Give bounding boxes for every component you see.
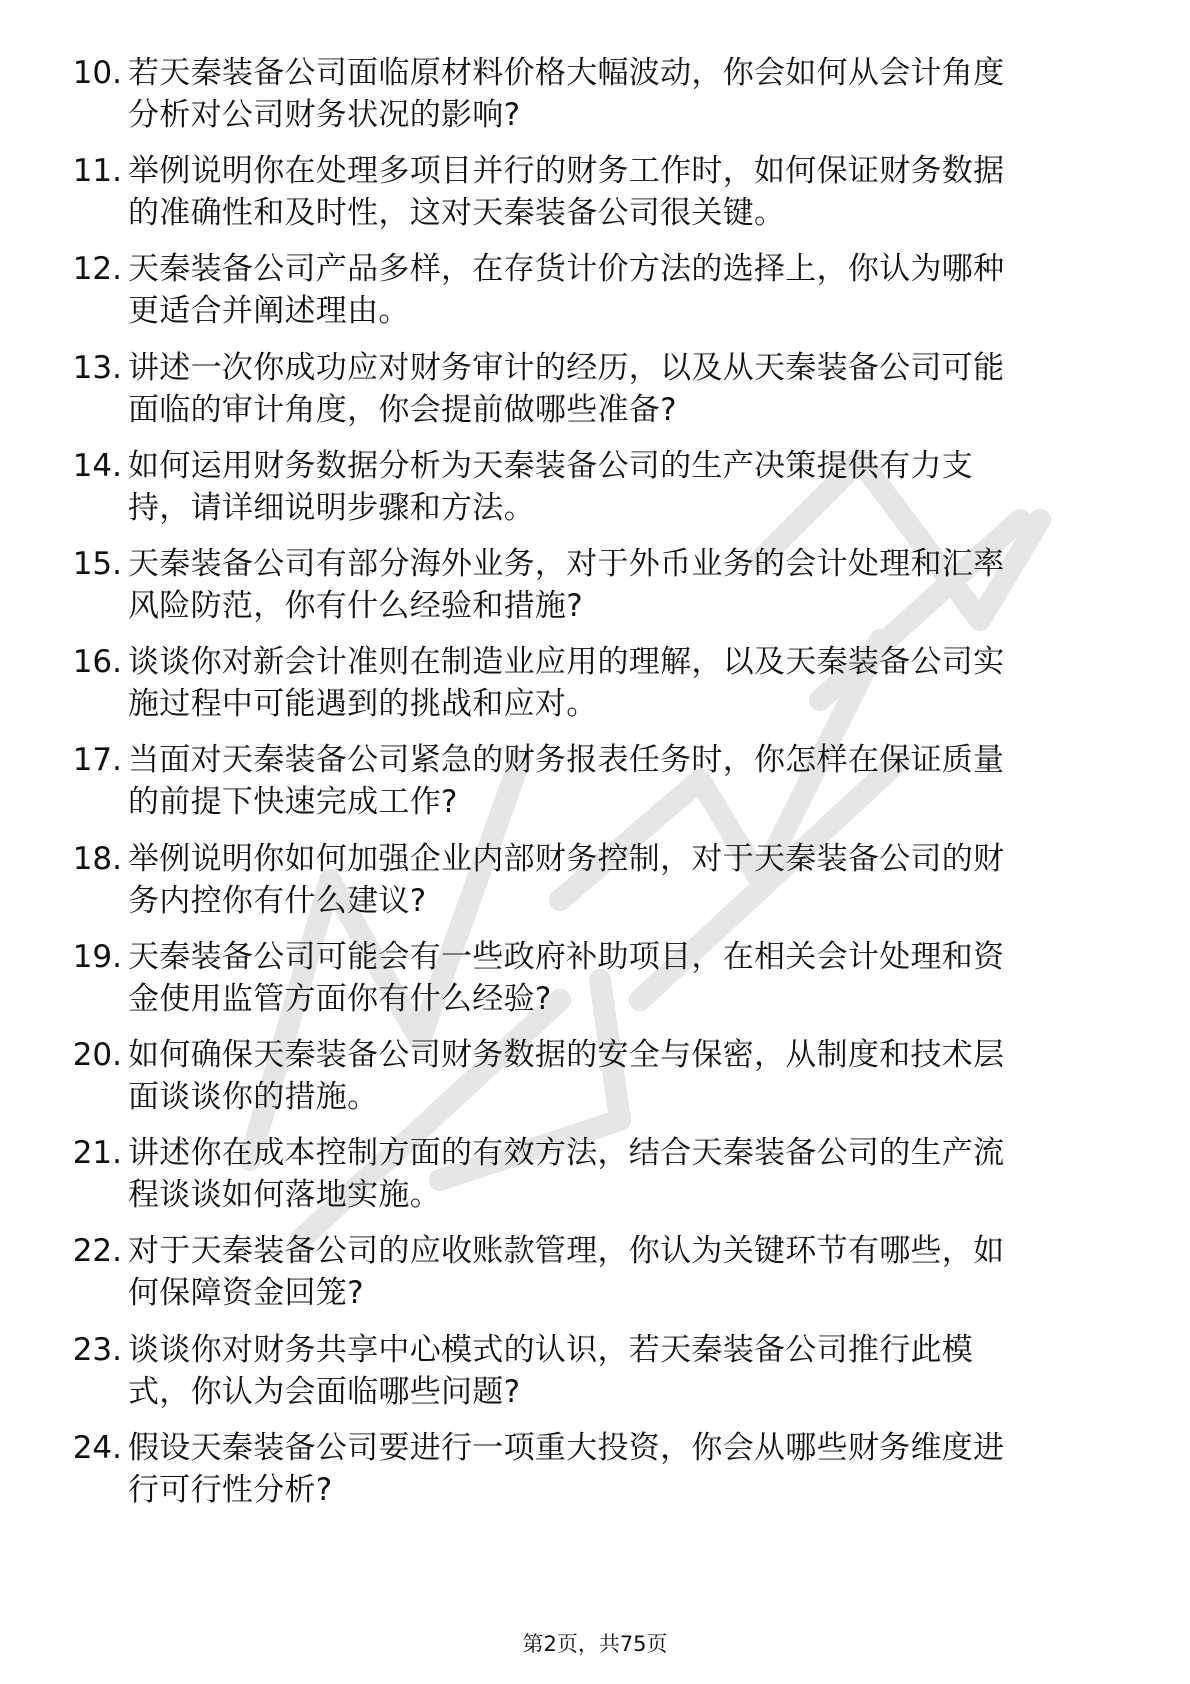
- question-item: [0, 936, 1190, 1022]
- question-text-line: 务内控你有什么建议?: [128, 882, 427, 919]
- question-item: [0, 838, 1190, 924]
- page-number-footer: 第2页，共75页: [522, 1632, 668, 1656]
- question-text: [128, 1230, 1118, 1314]
- question-item: [0, 543, 1190, 629]
- question-text-line: 对于天秦装备公司的应收账款管理，你认为关键环节有哪些，如: [128, 1233, 1005, 1270]
- question-item: [0, 1329, 1190, 1415]
- question-text: [128, 445, 1118, 529]
- question-text-line: 行可行性分析?: [128, 1471, 333, 1508]
- question-number: 23.: [72, 1331, 122, 1368]
- question-item: [0, 1427, 1190, 1513]
- question-text-line: 式，你认为会面临哪些问题?: [128, 1373, 521, 1410]
- question-text-line: 讲述一次你成功应对财务审计的经历，以及从天秦装备公司可能: [128, 349, 1005, 386]
- question-item: [0, 1132, 1190, 1218]
- question-number: 22.: [72, 1233, 122, 1270]
- question-item: [0, 150, 1190, 236]
- question-number: 20.: [72, 1037, 122, 1073]
- question-text-line: 举例说明你在处理多项目并行的财务工作时，如何保证财务数据: [128, 153, 1005, 190]
- question-text: [128, 150, 1118, 234]
- question-number: 14.: [72, 447, 122, 484]
- question-text-line: 施过程中可能遇到的挑战和应对。: [128, 686, 598, 723]
- question-text-line: 的准确性和及时性，这对天秦装备公司很关键。: [128, 195, 786, 232]
- question-text-line: 程谈谈如何落地实施。: [128, 1177, 441, 1214]
- question-number: 18.: [72, 840, 122, 877]
- question-text-line: 更适合并阐述理由。: [128, 293, 410, 330]
- question-text-line: 天秦装备公司有部分海外业务，对于外币业务的会计处理和汇率: [128, 546, 1005, 582]
- question-text-line: 天秦装备公司可能会有一些政府补助项目，在相关会计处理和资: [128, 938, 1005, 975]
- question-text: [128, 1034, 1118, 1118]
- question-text-line: 分析对公司财务状况的影响?: [128, 97, 521, 133]
- question-item: [0, 1230, 1190, 1316]
- question-text: [128, 248, 1118, 332]
- question-number: 19.: [72, 938, 122, 975]
- question-number: 10.: [72, 55, 122, 91]
- question-text: [128, 739, 1118, 823]
- question-item: [0, 739, 1190, 825]
- question-text-line: 的前提下快速完成工作?: [128, 784, 458, 821]
- question-text-line: 谈谈你对财务共享中心模式的认识，若天秦装备公司推行此模: [128, 1331, 974, 1368]
- question-text-line: 谈谈你对新会计准则在制造业应用的理解，以及天秦装备公司实: [128, 644, 1005, 681]
- question-item: [0, 641, 1190, 727]
- question-text-line: 如何运用财务数据分析为天秦装备公司的生产决策提供有力支: [128, 447, 974, 484]
- question-text: [128, 936, 1118, 1020]
- question-text-line: 天秦装备公司产品多样，在存货计价方法的选择上，你认为哪种: [128, 251, 1005, 288]
- question-text: [128, 347, 1118, 431]
- question-item: [0, 52, 1190, 138]
- question-text: [128, 1427, 1118, 1511]
- question-text: [128, 1132, 1118, 1216]
- question-text-line: 持，请详细说明步骤和方法。: [128, 489, 535, 526]
- question-text-line: 假设天秦装备公司要进行一项重大投资，你会从哪些财务维度进: [128, 1429, 1005, 1466]
- question-text-line: 举例说明你如何加强企业内部财务控制，对于天秦装备公司的财: [128, 840, 1005, 877]
- question-number: 17.: [72, 742, 122, 779]
- question-number: 15.: [72, 546, 122, 582]
- question-text-line: 若天秦装备公司面临原材料价格大幅波动，你会如何从会计角度: [128, 55, 1005, 91]
- question-item: [0, 1034, 1190, 1120]
- question-number: 13.: [72, 349, 122, 386]
- question-text-line: 何保障资金回笼?: [128, 1275, 364, 1312]
- question-text: [128, 543, 1118, 627]
- question-item: [0, 347, 1190, 433]
- question-text-line: 面临的审计角度，你会提前做哪些准备?: [128, 391, 677, 428]
- question-item: [0, 248, 1190, 334]
- question-text: [128, 1329, 1118, 1413]
- question-number: 11.: [72, 153, 122, 190]
- question-text-line: 金使用监管方面你有什么经验?: [128, 980, 552, 1017]
- question-number: 21.: [72, 1135, 122, 1172]
- question-text-line: 面谈谈你的措施。: [128, 1079, 379, 1115]
- question-item: [0, 445, 1190, 531]
- question-number: 24.: [72, 1429, 122, 1466]
- question-text-line: 当面对天秦装备公司紧急的财务报表任务时，你怎样在保证质量: [128, 742, 1005, 779]
- question-text-line: 风险防范，你有什么经验和措施?: [128, 588, 583, 624]
- question-text: [128, 52, 1118, 136]
- question-number: 12.: [72, 251, 122, 288]
- question-text: [128, 838, 1118, 922]
- question-text-line: 如何确保天秦装备公司财务数据的安全与保密，从制度和技术层: [128, 1037, 1005, 1073]
- question-text-line: 讲述你在成本控制方面的有效方法，结合天秦装备公司的生产流: [128, 1135, 1005, 1172]
- question-text: [128, 641, 1118, 725]
- question-number: 16.: [72, 644, 122, 681]
